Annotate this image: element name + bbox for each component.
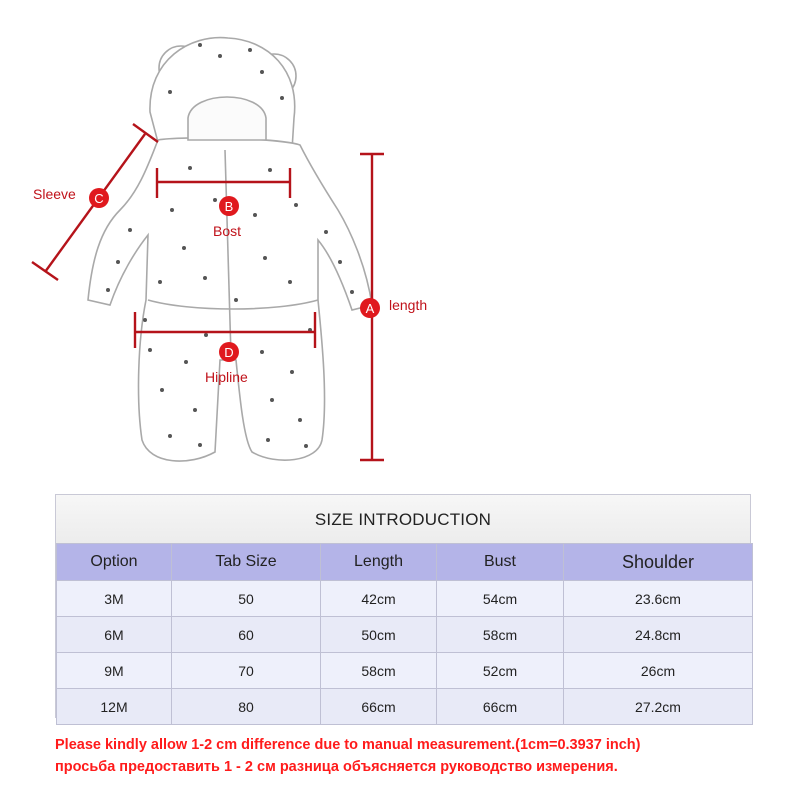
cell-shoulder: 26cm <box>564 653 753 689</box>
cell-bust: 58cm <box>437 617 564 653</box>
callout-c-label: Sleeve <box>33 186 76 202</box>
callout-d-label: Hipline <box>205 369 248 385</box>
cell-tab-size: 80 <box>172 689 321 725</box>
cell-option: 12M <box>57 689 172 725</box>
table-row <box>57 617 753 653</box>
cell-length: 42cm <box>321 581 437 617</box>
cell-option: 9M <box>57 653 172 689</box>
cell-bust: 54cm <box>437 581 564 617</box>
size-table-title: SIZE INTRODUCTION <box>56 495 750 543</box>
callout-a-label: length <box>389 297 428 313</box>
cell-tab-size: 60 <box>172 617 321 653</box>
measurement-notes <box>55 734 800 778</box>
cell-shoulder: 24.8cm <box>564 617 753 653</box>
cell-tab-size: 70 <box>172 653 321 689</box>
table-row <box>57 689 753 725</box>
table-row <box>57 653 753 689</box>
size-table-grid <box>56 543 753 725</box>
cell-option: 3M <box>57 581 172 617</box>
cell-shoulder: 27.2cm <box>564 689 753 725</box>
header-option: Option <box>57 544 172 581</box>
note-russian: просьба предоставить 1 - 2 см разница объясняется руководство измерения. <box>55 759 618 775</box>
cell-tab-size: 50 <box>172 581 321 617</box>
callout-d-letter: D <box>224 345 234 360</box>
callout-b-label: Bost <box>213 223 242 239</box>
cell-length: 50cm <box>321 617 437 653</box>
size-table <box>55 494 751 718</box>
header-tab-size: Tab Size <box>172 544 321 581</box>
cell-length: 58cm <box>321 653 437 689</box>
header-shoulder: Shoulder <box>564 544 753 581</box>
romper-outline <box>88 38 372 461</box>
cell-length: 66cm <box>321 689 437 725</box>
cell-shoulder: 23.6cm <box>564 581 753 617</box>
header-bust: Bust <box>437 544 564 581</box>
header-length: Length <box>321 544 437 581</box>
cell-bust: 52cm <box>437 653 564 689</box>
callout-a-letter: A <box>365 301 375 316</box>
callout-b-letter: B <box>224 199 234 214</box>
table-row <box>57 581 753 617</box>
callout-c-letter: C <box>94 191 104 206</box>
note-english: Please kindly allow 1-2 cm difference due to manual measurement.(1cm=0.3937 inch) <box>55 737 641 753</box>
cell-option: 6M <box>57 617 172 653</box>
cell-bust: 66cm <box>437 689 564 725</box>
table-header-row <box>57 544 753 581</box>
